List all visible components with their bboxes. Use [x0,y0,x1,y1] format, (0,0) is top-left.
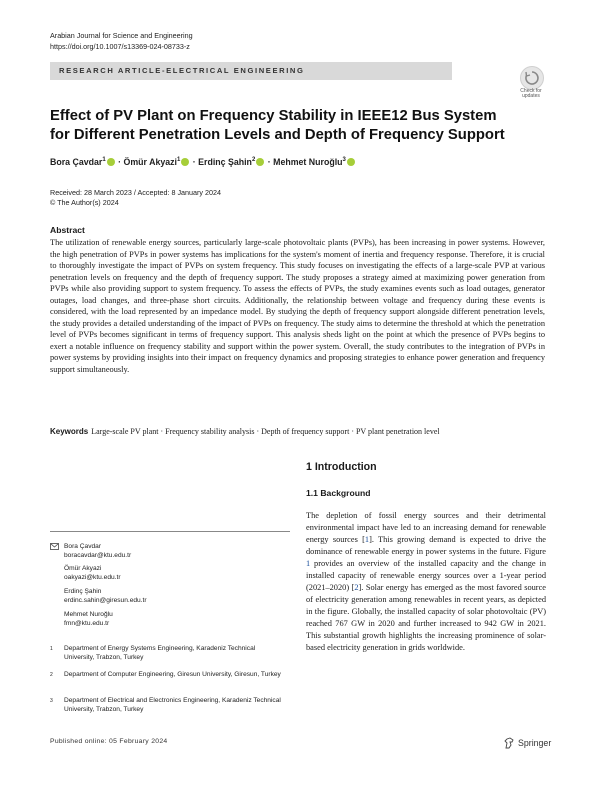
article-dates [50,188,221,208]
correspondent-name: Mehmet Nuroğlu [64,611,113,618]
affiliation-text: Department of Energy Systems Engineering, Karadeniz Technical University, Trabzon, Turkey [64,645,256,661]
intro-paragraph [306,510,546,654]
correspondent-email[interactable]: boracavdar@ktu.edu.tr [64,551,132,559]
journal-doi[interactable]: https://doi.org/10.1007/s13369-024-08733-z [50,41,190,51]
intro-text: ]. Solar energy has emerged as the most favored source of electricity generation among renewables in recent years, as depicted in the figure. Globally, the installed capacity of solar photovoltaic (PV) reached 767 GW in 2020 and further increased to 942 GW in 2021. This substantial growth highlights the increasing prominence of solar-based electricity generation in grids worldwide. [306,583,546,652]
intro-text: ]. This growing demand is expected to drive the dominance of renewable energy in power systems in the future. Figure [306,535,546,556]
publisher-logo [504,737,551,749]
affiliation-number: 2 [50,672,53,678]
publisher-name: Springer [518,738,552,748]
correspondent-name: Ömür Akyazi [64,565,102,572]
affiliation-number: 3 [50,698,53,704]
article-type-label: RESEARCH ARTICLE-ELECTRICAL ENGINEERING [59,66,305,75]
springer-horse-icon [504,737,515,749]
author-separator: · [118,157,122,167]
keywords-text: Large-scale PV plant · Frequency stability analysis · Depth of frequency support · PV plant penetration level [91,427,440,436]
abstract-heading: Abstract [50,225,85,235]
author-affiliation: 1 [102,157,106,164]
orcid-icon[interactable] [256,158,264,166]
citation-link[interactable]: 2 [354,583,359,592]
published-online: Published online: 05 February 2024 [50,738,168,745]
journal-name: Arabian Journal for Science and Engineering [50,31,193,40]
check-for-updates-badge[interactable] [514,66,548,100]
intro-text: The depletion of fossil energy sources and their detrimental environmental impact have led to an increasing demand for renewable energy sources [ [306,511,546,544]
correspondent-name: Bora Çavdar [64,543,102,550]
figure-link[interactable]: 1 [306,559,311,568]
author-separator: · [267,157,271,167]
author-name: Ömür Akyazi [123,157,177,167]
title-line-1: Effect of PV Plant on Frequency Stability in IEEE12 Bus System [50,108,497,124]
intro-text: provides an overview of the installed capacity and the change in installed capacity of renewable energy sources over a 1-year period (2021–2020) [ [306,559,546,592]
badge-line1: Check for [520,88,542,94]
correspondent-email[interactable]: erdinc.sahin@giresun.edu.tr [64,596,147,604]
section-heading: 1 Introduction [306,461,377,473]
check-updates-icon [520,66,544,90]
received-accepted: Received: 28 March 2023 / Accepted: 8 January 2024 [50,188,222,197]
author-affiliation: 3 [342,157,346,164]
keywords-label: Keywords [50,427,89,436]
correspondent-name: Erdinç Şahin [64,588,102,595]
orcid-icon[interactable] [347,158,355,166]
author-list [50,157,356,167]
abstract-text: The utilization of renewable energy sources, particularly large-scale photovoltaic plants (PVPs), has been increasing in power systems. However, the high penetration of PVPs in power systems has implications for the system's moment of inertia and frequency response. Therefore, it is crucial to thoroughly investigate the impact of PVPs on system frequency. This study focuses on investigating the effects of a large-scale PVP at various penetration levels on frequency and the depth of frequency support. The study proposes a strategy aimed at maximizing power generation from PVPs while also providing support to system frequency. To assess the effects of PVPs, the study examines events such as load outages, generator outages, load changes, and three-phase short circuits. Additionally, the relationship between voltage and frequency during these events is considered, with the load represented by an impedance model. By studying the depth of frequency support alongside different penetration levels, the study provides a detailed understanding of the impact of PVPs on frequency. The study aims to determine the threshold at which the penetration level of PVPs becomes significant in terms of frequency support. This analysis sheds light on the point at which the presence of PVPs begins to exert a notable influence on frequency stability and support within the power system. Overall, the study contributes to the integration of PVPs in power systems by providing insights into their impact on frequency dynamics and proposing strategies to enhance power generation and frequency support simultaneously. [50,238,545,375]
author-affiliation: 1 [176,157,181,164]
keywords [50,427,550,436]
correspondent [64,543,131,560]
correspondent [64,565,121,582]
correspondent [64,588,147,605]
orcid-icon[interactable] [107,158,115,166]
badge-line2: updates [522,93,540,100]
title-line-2: for Different Penetration Levels and Depth of Frequency Support [50,127,505,143]
citation-link[interactable]: 1 [364,535,370,544]
author-name: Mehmet Nuroğlu [273,157,343,167]
copyright: © The Author(s) 2024 [50,198,119,207]
author-affiliation: 2 [251,157,256,164]
author-name: Bora Çavdar [50,157,103,167]
orcid-icon[interactable] [181,158,189,166]
correspondent-email[interactable]: oakyazi@ktu.edu.tr [64,573,121,581]
affiliation-text: Department of Electrical and Electronics Engineering, Karadeniz Technical University, Trabzon, Turkey [64,697,281,713]
correspondent [64,611,113,628]
envelope-icon [50,543,59,554]
footnote-divider [50,531,290,532]
journal-header [50,31,193,52]
affiliation-text: Department of Computer Engineering, Giresun University, Giresun, Turkey [64,671,281,678]
paper-title [50,107,510,145]
article-type-banner [50,62,452,80]
correspondent-email[interactable]: fmn@ktu.edu.tr [64,619,110,627]
subsection-heading: 1.1 Background [306,488,371,498]
author-separator: · [192,157,196,167]
author-name: Erdinç Şahin [198,157,252,167]
affiliation-number: 1 [50,646,53,652]
